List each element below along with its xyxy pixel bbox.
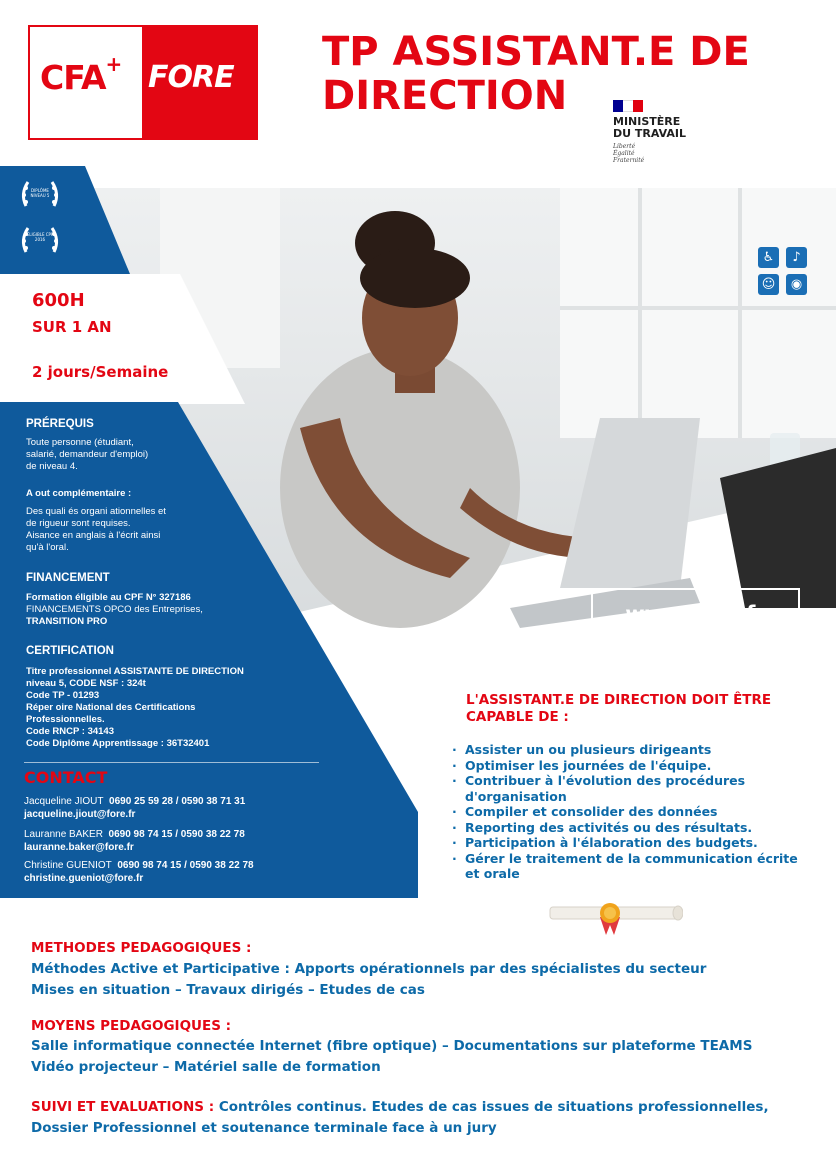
contact-email-3[interactable]: christine.gueniot@fore.fr [24,873,144,884]
page-title: TP ASSISTANT.E DE DIRECTION [322,29,750,119]
contact-heading: CONTACT [24,768,108,787]
financement-heading: FINANCEMENT [26,572,110,584]
contact-email-1[interactable]: jacqueline.jiout@fore.fr [24,809,136,820]
capabilities-heading: L'ASSISTANT.E DE DIRECTION DOIT ÊTRE CAPABLE DE : [466,692,772,725]
prerequis-heading: PRÉREQUIS [26,418,94,430]
moyens-heading: MOYENS PEDAGOGIQUES : [31,1018,232,1034]
list-item: · Assister un ou plusieurs dirigeants [450,742,800,758]
diploma-icon [548,895,683,940]
list-item: · Compiler et consolider des données [450,804,800,820]
list-item: · Reporting des activités ou des résultats. [450,820,800,836]
suivi-text: SUIVI ET EVALUATIONS : Contrôles continus. Etudes de cas issues de situations professionnelles, Dossier Professionnel et soutenance terminale face à un jury [31,1099,769,1136]
logo-cfa-text: CFA+ [40,52,122,97]
wheelchair-icon: ♿ [758,247,779,268]
duration-period: SUR 1 AN [32,318,112,336]
duration-rhythm: 2 jours/Semaine [32,363,169,381]
website-link[interactable]: www.fore.fr [591,588,800,640]
prerequis-complement-heading: A out complémentaire : [26,488,132,499]
contact-person-1: Jacqueline JIOUT 0690 25 59 28 / 0590 38 71 31 jacqueline.jiout@fore.fr [24,796,246,820]
ministry-motto: Liberté Égalité Fraternité [613,143,645,164]
contact-divider [24,762,319,763]
logo-fore-text: FORE [148,60,234,95]
badge-diplome-text: DIPLÔME NIVEAU 5 [30,188,50,198]
prerequis-complement-text: Des quali és organi ationnelles et de rigueur sont requises. Aisance en anglais à l'écrit ainsi qu'à l'oral. [26,506,166,553]
list-item: · Participation à l'élaboration des budgets. [450,835,800,851]
list-item: · Gérer le traitement de la communication écrite et orale [450,851,800,882]
moyens-text: Salle informatique connectée Internet (fibre optique) – Documentations sur plateforme TEAMS Vidéo projecteur – Matériel salle de formation [31,1038,753,1075]
list-item: · Optimiser les journées de l'équipe. [450,758,800,774]
duration-hours: 600H [32,290,85,311]
methodes-text: Méthodes Active et Participative : Apports opérationnels par des spécialistes du secteur Mises en situation – Travaux dirigés – Etudes de cas [31,961,707,998]
contact-email-2[interactable]: lauranne.baker@fore.fr [24,842,134,853]
ministry-name: MINISTÈRE DU TRAVAIL [613,115,687,140]
badge-cpf-text: ÉLIGIBLE CPF 2016 [26,232,54,242]
certification-heading: CERTIFICATION [26,645,114,657]
list-item: · Contribuer à l'évolution des procédures d'organisation [450,773,800,804]
methodes-heading: METHODES PEDAGOGIQUES : [31,940,252,956]
french-flag-icon [613,100,643,112]
prerequis-text: Toute personne (étudiant, salarié, demandeur d'emploi) de niveau 4. [26,437,149,472]
contact-person-2: Lauranne BAKER 0690 98 74 15 / 0590 38 22 78 lauranne.baker@fore.fr [24,829,245,853]
certification-text: Titre professionnel ASSISTANTE DE DIRECTION niveau 5, CODE NSF : 324t Code TP - 01293 Réper oire National des Certifications Professionnelles. Code RNCP : 34143 Code Diplôme Apprentissage : 36T32401 [26,666,244,749]
contact-person-3: Christine GUENIOT 0690 98 74 15 / 0590 38 22 78 christine.gueniot@fore.fr [24,860,254,884]
cognitive-icon: ☺ [758,274,779,295]
hearing-icon: ♪ [786,247,807,268]
visual-icon: ◉ [786,274,807,295]
capabilities-list [450,742,800,882]
suivi-heading: SUIVI ET EVALUATIONS : [31,1099,215,1115]
financement-text: Formation éligible au CPF N° 327186 FINANCEMENTS OPCO des Entreprises, TRANSITION PRO [26,592,203,627]
